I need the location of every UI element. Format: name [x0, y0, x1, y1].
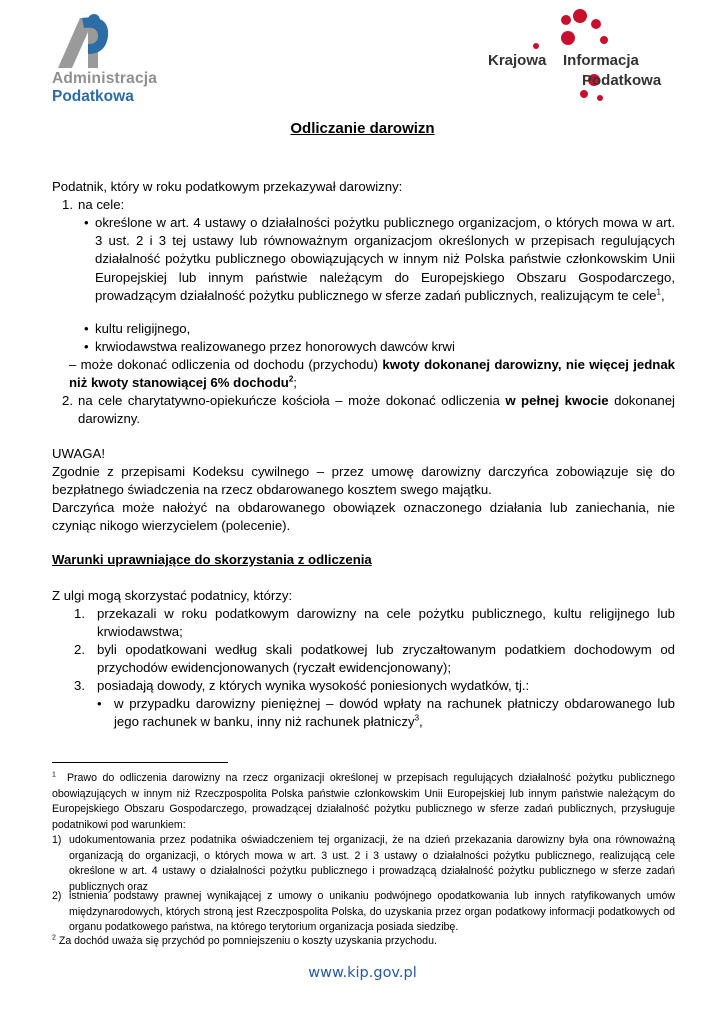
footnote-1-item-num: 2): [52, 890, 62, 902]
bullet-icon: •: [84, 321, 89, 336]
footnote-1-item-1: udokumentowania przez podatnika oświadczeniem tej organizacji, że na dzień przekazania darowizny była ona równoważną organizacją do organizacji, o których mowa w art. 3 ust. 2 i 3 ustawy o działalności pożytku publicznego, realizującą cele określone w art. 4 ustawy o działalności pożytku publicznego i prowadzącą działalność pożytku publicznego w sferze zadań publicznych oraz: [69, 834, 675, 893]
page-title: Odliczanie darowizn: [290, 120, 435, 137]
uwaga-paragraph-1: Zgodnie z przepisami Kodeksu cywilnego – przez umowę darowizny darczyńca zobowiązuje się do bezpłatnego świadczenia na rzecz obdarowanego kosztem swego majątku.: [52, 464, 675, 498]
section-sub-bullet: w przypadku darowizny pieniężnej – dowód wpłaty na rachunek płatniczy obdarowanego lub jego rachunek w banku, inny niż rachunek płatniczy$^3$,: [114, 696, 675, 730]
list1-item2: na cele charytatywno-opiekuńcze kościoła – może dokonać odliczenia w pełnej kwocie dokonanej darowizny.: [78, 393, 675, 427]
list1-bullet2: kultu religijnego,: [95, 321, 191, 336]
footnote-separator: [52, 762, 228, 763]
list1-item1: na cele:: [78, 197, 125, 212]
list1-bullet3: krwiodawstwa realizowanego przez honorowych dawców krwi: [95, 339, 455, 354]
footer-link[interactable]: www.kip.gov.pl: [308, 965, 417, 981]
logo-text-krajowa: Krajowa: [488, 52, 547, 69]
intro-text: Podatnik, który w roku podatkowym przekazywał darowizny:: [52, 179, 403, 194]
section-item-num: 3.: [74, 678, 85, 693]
section-heading: Warunki uprawniające do skorzystania z odliczenia: [52, 552, 372, 567]
bullet-icon: •: [97, 696, 102, 711]
logo-text-administracja: Administracja: [52, 70, 158, 87]
footnote-1: $^1$ Prawo do odliczenia darowizny na rzecz organizacji określonej w przepisach regulujących działalność pożytku publicznego obowiązujących w innym niż Rzeczpospolita Polska państwie członkowskim Unii Europejskiej lub innym państwie należącym do Europejskiego Obszaru Gospodarczego, prowadzącej działalność pożytku publicznego w sferze zadań publicznych, przysługuje podatnikowi pod warunkiem:: [52, 771, 675, 831]
logo-text-podatkowa: Podatkowa: [52, 88, 134, 105]
uwaga-paragraph-2: Darczyńca może nałożyć na obdarowanego obowiązek oznaczonego działania lub zaniechania, nie czyniąc nikogo wierzycielem (polecenie).: [52, 500, 675, 534]
section-item-1: przekazali w roku podatkowym darowizny na cele pożytku publicznego, kultu religijnego lub krwiodawstwa;: [97, 606, 675, 640]
uwaga-heading: UWAGA!: [52, 446, 105, 461]
section-item-num: 2.: [74, 642, 85, 657]
footnote-1-item-num: 1): [52, 834, 62, 846]
section-intro: Z ulgi mogą skorzystać podatnicy, którzy:: [52, 588, 293, 603]
list1-num1: 1.: [62, 197, 73, 212]
list1-bullet1: określone w art. 4 ustawy o działalności pożytku publicznego organizacjom, o których mowa w art. 3 ust. 2 i 3 tej ustawy lub równoważnym organizacjom określonych w przepisach regulujących działalność pożytku publicznego obowiązujących w innym niż Polska państwie członkowskim Unii Europejskiej lub innym państwie należącym do Europejskiego Obszaru Gospodarczego, prowadzącym działalność pożytku publicznego w sferze zadań publicznych, realizującym te cele$^1$,: [95, 215, 675, 303]
bullet-icon: •: [84, 339, 89, 354]
footnote-2: $^2$ Za dochód uważa się przychód po pomniejszeniu o koszty uzyskania przychodu.: [52, 934, 437, 947]
bullet-icon: •: [84, 215, 89, 230]
section-item-num: 1.: [74, 606, 85, 621]
logo-text-podatkowa-kip: Podatkowa: [582, 72, 662, 89]
list1-num2: 2.: [62, 393, 73, 408]
list1-dash-paragraph: – może dokonać odliczenia od dochodu (przychodu) kwoty dokonanej darowizny, nie więcej jednak niż kwoty stanowiącej 6% dochodu$^2$;: [69, 357, 675, 391]
logo-text-informacja: Informacja: [563, 52, 639, 69]
section-item-3: posiadają dowody, z których wynika wysokość poniesionych wydatków, tj.:: [97, 678, 530, 693]
section-item-2: byli opodatkowani według skali podatkowej lub zryczałtowanym podatkiem dochodowym od przychodów ewidencjonowanych (ryczałt ewidencjonowany);: [97, 642, 675, 676]
footnote-1-item-2: istnienia podstawy prawnej wynikającej z umowy o unikaniu podwójnego opodatkowania lub innych ratyfikowanych umów międzynarodowych, których stroną jest Rzeczpospolita Polska, do uzyskania przez organ podatkowy informacji podatkowych od organu podatkowego państwa, na którego terytorium organizacja posiada siedzibę.: [69, 890, 675, 934]
